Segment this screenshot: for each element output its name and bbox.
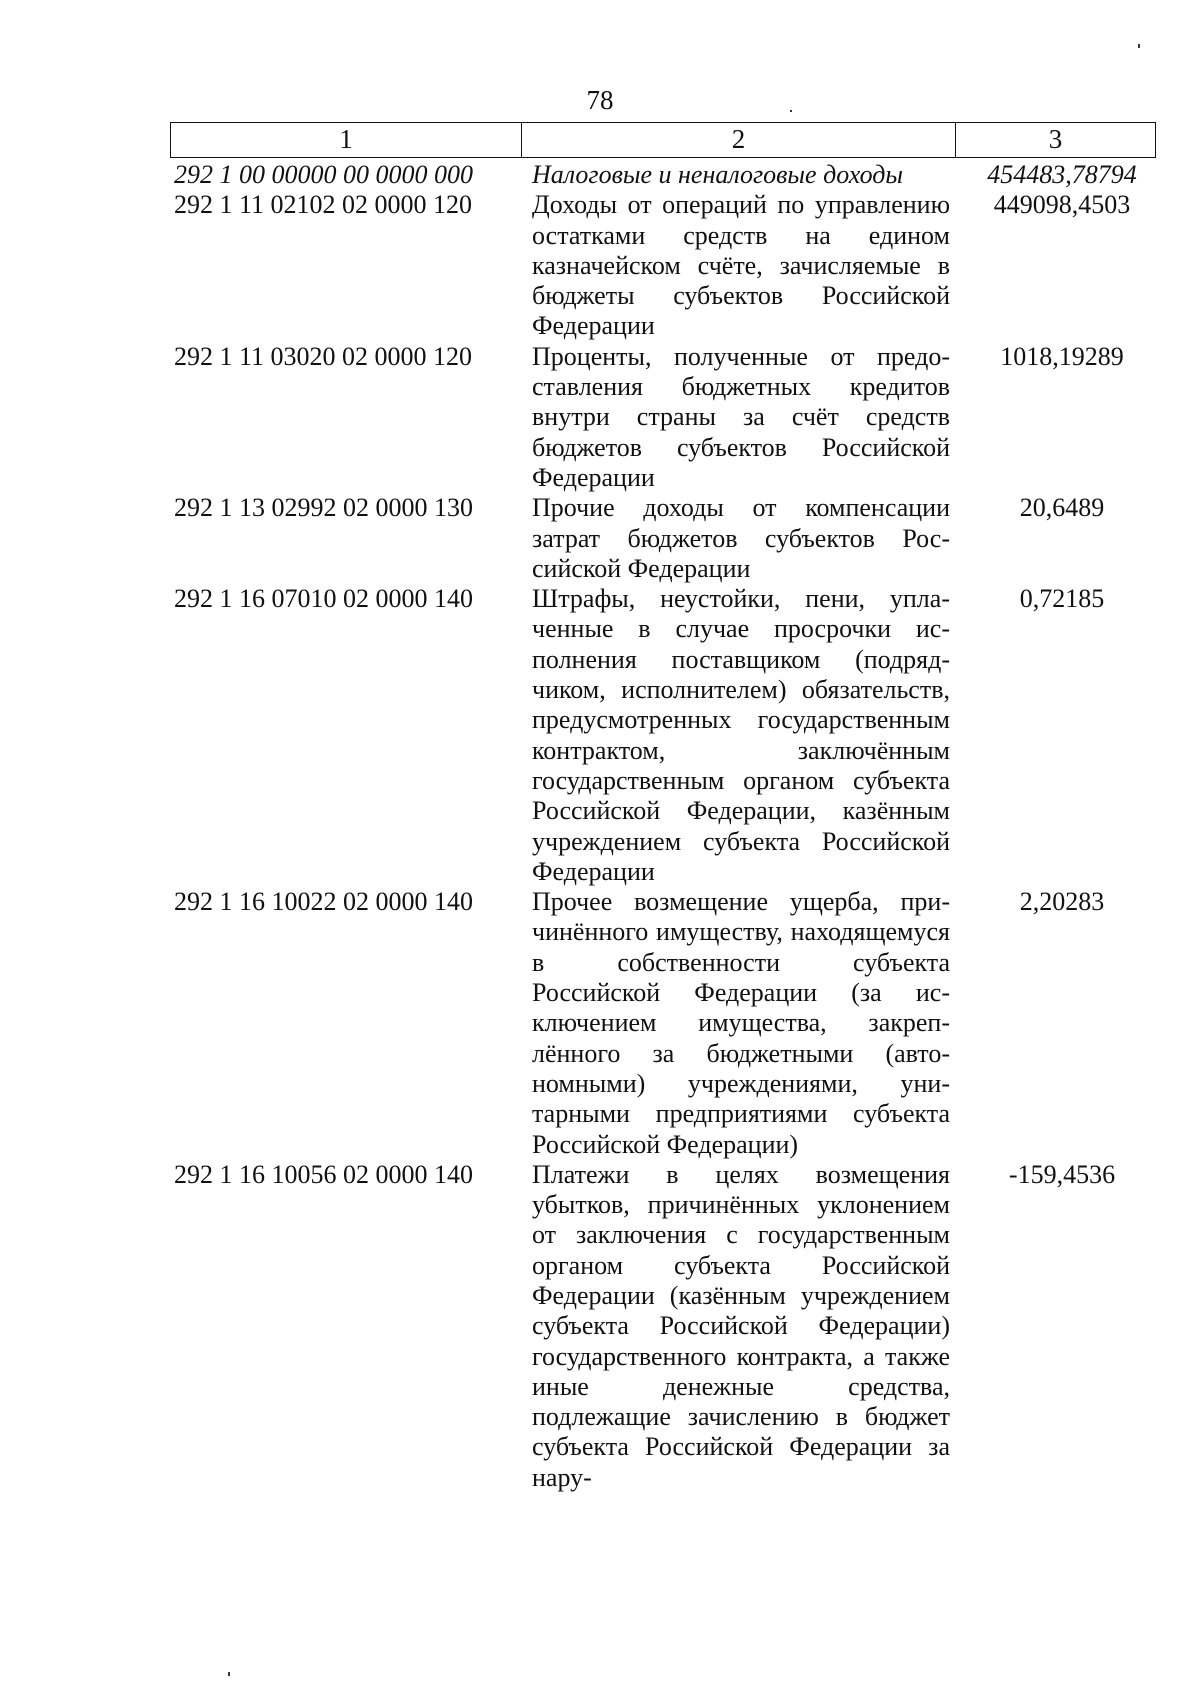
header-col-2: 2 (521, 123, 955, 157)
scan-speck (790, 110, 792, 112)
row-amount: 2,20283 (1019, 887, 1105, 917)
row-code: 292 1 16 07010 02 0000 140 (174, 584, 473, 614)
table-row (174, 342, 1156, 493)
row-amount: 454483,78794 (987, 160, 1137, 189)
row-description: Прочее возмещение ущерба, причинённого имуществу, находящемуся в собственности субъекта Российской Федерации (за исключением имущества, закреплённого за бюджетными (автономными) учреждениями, унитарными предприятиями субъекта Российской Федерации) (532, 887, 950, 1159)
scan-speck (228, 1672, 230, 1676)
row-amount: 1018,19289 (1000, 341, 1124, 371)
row-amount: -159,4536 (1008, 1159, 1116, 1189)
header-col-1: 1 (339, 124, 353, 154)
row-amount: 0,72185 (1019, 584, 1105, 614)
table-body (174, 160, 1156, 1493)
table-header (170, 122, 1156, 158)
row-code: 292 1 13 02992 02 0000 130 (174, 493, 473, 523)
row-code: 292 1 16 10022 02 0000 140 (174, 887, 473, 917)
scan-speck (1138, 44, 1140, 48)
row-code: 292 1 11 03020 02 0000 120 (174, 341, 473, 371)
row-description: Проценты, полученные от предоставления бюджетных кредитов внутри страны за счёт средств бюджетов субъектов Российской Федерации (532, 341, 950, 492)
row-amount: 20,6489 (1019, 493, 1105, 523)
row-description: Налоговые и неналоговые доходы (532, 160, 904, 189)
table-row (174, 160, 1156, 190)
table-row (174, 887, 1156, 1160)
table-row (174, 190, 1156, 341)
row-code: 292 1 11 02102 02 0000 120 (174, 190, 473, 220)
page-number: 78 (586, 85, 614, 115)
row-code: 292 1 00 00000 00 0000 000 (174, 160, 473, 189)
header-col-3: 3 (955, 123, 1155, 157)
table-row (174, 584, 1156, 887)
row-description: Прочие доходы от компенсации затрат бюджетов субъектов Российской Федерации (532, 493, 950, 583)
row-code: 292 1 16 10056 02 0000 140 (174, 1159, 473, 1189)
row-description: Доходы от операций по управлению остатками средств на едином казначейском счёте, зачисляемые в бюджеты субъектов Российской Федерации (532, 190, 950, 341)
row-description: Штрафы, неустойки, пени, уплаченные в случае просрочки исполнения поставщиком (подрядчиком, исполнителем) обязательств, предусмотренных государственным контрактом, заключённым государственным органом субъекта Российской Федерации, казённым учреждением субъекта Российской Федерации (532, 584, 950, 886)
table-row (174, 493, 1156, 584)
table-row (174, 1160, 1156, 1493)
row-description: Платежи в целях возмещения убытков, причинённых уклонением от заключения с государственным органом субъекта Российской Федерации (казённым учреждением субъекта Российской Федерации) государственного контракта, а также иные денежные средства, подлежащие зачислению в бюджет субъекта Российской Федерации за нару- (532, 1159, 950, 1492)
row-amount: 449098,4503 (993, 190, 1131, 220)
